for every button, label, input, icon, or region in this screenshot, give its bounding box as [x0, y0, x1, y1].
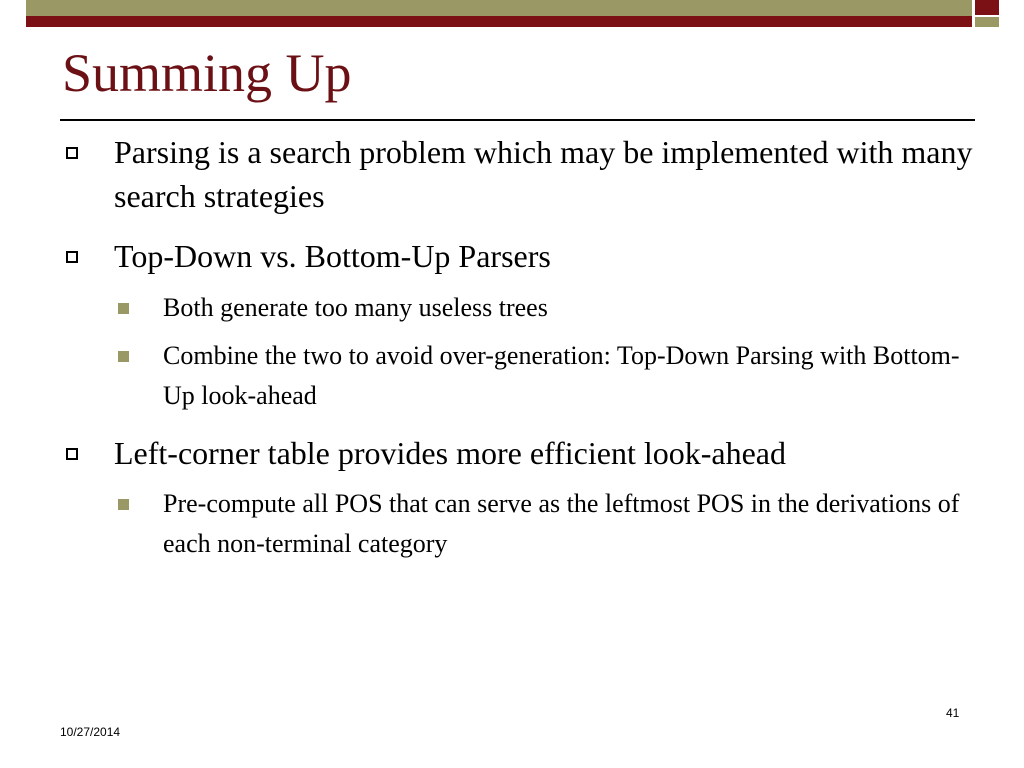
solid-square-bullet-icon	[118, 499, 129, 510]
bullet-2-sub-2: Combine the two to avoid over-generation: Top-Down Parsing with Bottom-Up look-ahead	[163, 341, 960, 410]
hollow-square-bullet-icon	[66, 147, 78, 159]
bullet-2: Top-Down vs. Bottom-Up Parsers	[114, 238, 551, 274]
solid-square-bullet-icon	[118, 303, 129, 314]
page-number: 41	[946, 706, 960, 720]
solid-square-bullet-icon	[118, 351, 129, 362]
slide-date: 10/27/2014	[60, 725, 121, 739]
hollow-square-bullet-icon	[66, 448, 78, 460]
bullet-3-sub-1: Pre-compute all POS that can serve as the leftmost POS in the derivations of each non-terminal category	[163, 489, 960, 558]
bullet-1: Parsing is a search problem which may be implemented with many search strategies	[114, 134, 973, 214]
hollow-square-bullet-icon	[66, 251, 78, 263]
bullet-2-sub-1: Both generate too many useless trees	[163, 293, 548, 322]
bullet-3: Left-corner table provides more efficient look-ahead	[114, 435, 786, 471]
slide-title: Summing Up	[62, 43, 352, 103]
